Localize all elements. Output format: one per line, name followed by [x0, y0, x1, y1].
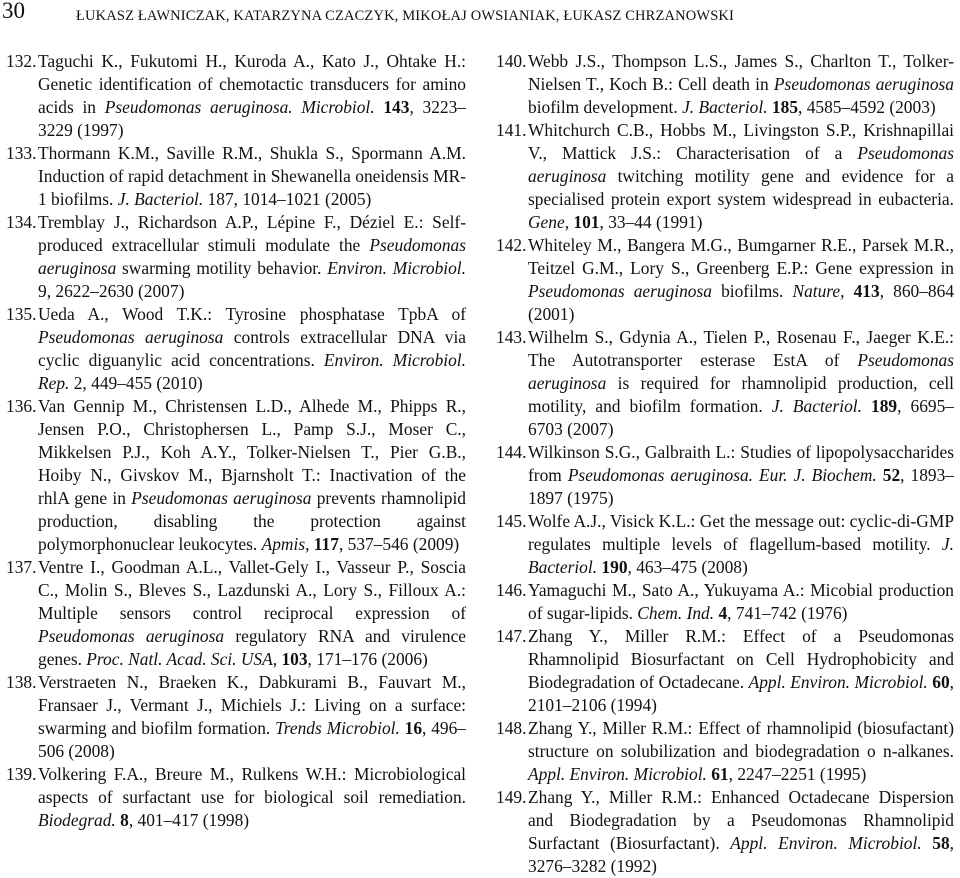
reference-text: , 3223–3229 (1997) — [38, 97, 466, 140]
reference-number: 137. — [6, 557, 37, 577]
reference-text: Webb J.S., Thompson L.S., James S., Charlton T., Tolker-Nielsen T., Koch B.: Cell death in — [528, 51, 954, 94]
reference-text: Wolfe A.J., Visick K.L.: Get the message out: cyclic-di-GMP regulates multiple levels of flagellum-based motility. — [528, 511, 954, 554]
reference-text: Whiteley M., Bangera M.G., Bumgarner R.E., Parsek M.R., Teitzel G.M., Lory S., Greenberg E.P.: Gene expression in — [528, 235, 954, 278]
reference-text: 101 — [573, 212, 600, 232]
running-head: ŁUKASZ ŁAWNICZAK, KATARZYNA CZACZYK, MIKOŁAJ OWSIANIAK, ŁUKASZ CHRZANOWSKI — [76, 8, 735, 24]
reference-text: 8 — [120, 810, 129, 830]
reference-entry — [496, 119, 954, 234]
reference-text: 185 — [771, 97, 799, 117]
reference-text: Pseudomonas aeruginosa — [38, 235, 466, 278]
reference-entry — [496, 50, 954, 119]
reference-text: 9, 2622–2630 (2007) — [38, 281, 185, 301]
reference-number: 144. — [496, 442, 527, 462]
reference-entry — [496, 717, 954, 786]
reference-entry — [6, 395, 466, 556]
reference-entry — [6, 142, 466, 211]
reference-number: 132. — [6, 51, 37, 71]
reference-text — [862, 396, 871, 416]
reference-text: , 171–176 (2006) — [307, 649, 428, 669]
reference-text: Pseudomonas aeruginosa — [38, 626, 225, 646]
reference-text: Whitchurch C.B., Hobbs M., Livingston S.P., Krishnapillai V., Mattick J.S.: Characterisation of a — [528, 120, 954, 163]
reference-text: , 401–417 (1998) — [128, 810, 250, 830]
reference-text: Pseudomonas aeruginosa — [528, 350, 954, 393]
reference-text: Nature — [792, 281, 841, 301]
reference-text: J. Bacteriol. — [117, 189, 204, 209]
reference-column-right — [496, 50, 954, 878]
reference-text: , 1893–1897 (1975) — [528, 465, 954, 508]
reference-text: Volkering F.A., Breure M., Rulkens W.H.: Microbiological aspects of surfactant use for biological soil remediation. — [38, 764, 466, 807]
reference-text: Zhang Y., Miller R.M.: Enhanced Octadecane Dispersion and Biodegradation by a Pseudomonas Rhamnolipid Surfactant (Biosurfactant). — [528, 787, 954, 853]
reference-text: , 4585–4592 (2003) — [798, 97, 936, 117]
reference-number: 139. — [6, 764, 37, 784]
reference-entry — [496, 625, 954, 717]
reference-number: 145. — [496, 511, 527, 531]
reference-text: 117 — [313, 534, 339, 554]
reference-entry — [6, 211, 466, 303]
reference-text: Yamaguchi M., Sato A., Yukuyama A.: Micobial production of sugar-lipids. — [528, 580, 954, 623]
reference-text: J. Bacteriol. — [771, 396, 862, 416]
reference-number: 143. — [496, 327, 527, 347]
reference-text: Pseudomonas aeruginosa — [38, 327, 224, 347]
reference-text: Trends Microbiol. — [275, 718, 400, 738]
reference-text: J. Bacteriol. — [682, 97, 768, 117]
reference-number: 140. — [496, 51, 527, 71]
reference-text: Pseudomonas aeruginosa — [528, 143, 954, 186]
reference-entry — [496, 786, 954, 878]
reference-number: 142. — [496, 235, 527, 255]
reference-number: 135. — [6, 304, 37, 324]
reference-number: 147. — [496, 626, 527, 646]
reference-text: , 463–475 (2008) — [627, 557, 748, 577]
reference-column-left — [6, 50, 466, 832]
page-header — [0, 0, 960, 34]
reference-text: controls extracellular DNA via cyclic diguanylic acid concentrations. — [38, 327, 467, 370]
reference-text: Pseudomonas aeruginosa — [528, 281, 712, 301]
reference-text: Taguchi K., Fukutomi H., Kuroda A., Kato J., Ohtake H.: Genetic identification of chemotactic transducers for amino acids in — [38, 51, 466, 117]
reference-text: Pseudomonas aeruginosa — [131, 488, 312, 508]
reference-text: Appl. Environ. Microbiol. — [730, 833, 922, 853]
reference-text: prevents rhamnolipid production, disabling the protection against polymorphonuclear leukocytes. — [38, 488, 466, 554]
reference-text: 60 — [932, 672, 950, 692]
reference-text: 103 — [281, 649, 308, 669]
reference-text: Van Gennip M., Christensen L.D., Alhede M., Phipps R., Jensen P.O., Christophersen L., Pamp S.J., Moser C., Mikkelsen P.J., Koh A.Y., Tolker-Nielsen T., Pier G.B., Hoiby N., Givskov M., Bjarnsholt T.: Inactivation of the rhlA gene in — [38, 396, 466, 508]
reference-text: Proc. Natl. Acad. Sci. USA — [86, 649, 273, 669]
reference-text: Apmis — [261, 534, 306, 554]
reference-text: 52 — [882, 465, 901, 485]
reference-text: Ueda A., Wood T.K.: Tyrosine phosphatase TpbA of — [38, 304, 466, 324]
reference-number: 133. — [6, 143, 37, 163]
reference-number: 134. — [6, 212, 37, 232]
reference-text: 58 — [932, 833, 950, 853]
reference-entry — [496, 441, 954, 510]
reference-entry — [6, 671, 466, 763]
reference-text: , — [305, 534, 314, 554]
reference-text: Wilhelm S., Gdynia A., Tielen P., Rosenau F., Jaeger K.E.: The Autotransporter esterase EstA of — [528, 327, 954, 370]
reference-text: 143 — [383, 97, 410, 117]
reference-text: , 537–546 (2009) — [338, 534, 460, 554]
reference-text: twitching motility gene and evidence for a specialised protein export system widespread in eubacteria. — [528, 166, 954, 209]
reference-text: Ventre I., Goodman A.L., Vallet-Gely I., Vasseur P., Soscia C., Molin S., Bleves S., Lazdunski A., Lory S., Filloux A.: Multiple sensors control reciprocal expression of — [38, 557, 466, 623]
reference-text: Chem. Ind. — [637, 603, 715, 623]
reference-text: 4 — [718, 603, 728, 623]
reference-text: , 860–864 (2001) — [528, 281, 955, 324]
reference-entry — [496, 326, 954, 441]
reference-entry — [496, 510, 954, 579]
reference-number: 136. — [6, 396, 37, 416]
reference-text: Gene — [528, 212, 565, 232]
reference-text: Wilkinson S.G., Galbraith L.: Studies of lipopolysaccharides from — [528, 442, 954, 485]
reference-entry — [6, 303, 466, 395]
reference-text: is required for rhamnolipid production, cell motility, and biofilm formation. — [528, 373, 954, 416]
reference-text: Biodegrad. — [38, 810, 116, 830]
reference-text: Verstraeten N., Braeken K., Dabkurami B., Fauvart M., Fransaer J., Vermant J., Michiels J.: Living on a surface: swarming and biofilm formation. — [38, 672, 466, 738]
reference-text: , 3276–3282 (1992) — [528, 833, 955, 876]
reference-text: , — [564, 212, 574, 232]
reference-entry — [496, 579, 954, 625]
reference-entry — [6, 763, 466, 832]
reference-text: Environ. Microbiol. Rep. — [38, 350, 466, 393]
reference-text: Pseudomonas aeruginosa. Eur. J. Biochem. — [567, 465, 877, 485]
reference-text: Pseudomonas aeruginosa. Microbiol. — [104, 97, 375, 117]
reference-text: 187, 1014–1021 (2005) — [203, 189, 372, 209]
reference-text — [922, 833, 933, 853]
reference-text: Environ. Microbiol. — [327, 258, 466, 278]
reference-text: Tremblay J., Richardson A.P., Lépine F., Déziel E.: Self-produced extracellular stimuli modulate the — [38, 212, 466, 255]
reference-text: J. Bacteriol. — [528, 534, 954, 577]
reference-text: 189 — [871, 396, 898, 416]
reference-text: swarming motility behavior. — [116, 258, 328, 278]
reference-text: biofilms. — [711, 281, 793, 301]
reference-text: 61 — [711, 764, 729, 784]
reference-text: , 496–506 (2008) — [38, 718, 466, 761]
reference-text: , — [840, 281, 854, 301]
reference-text: Zhang Y., Miller R.M.: Effect of rhamnolipid (biosufactant) structure on solubilization and biodegradation o n-alkanes. — [528, 718, 954, 761]
reference-text: , 2101–2106 (1994) — [528, 672, 955, 715]
reference-text: 2, 449–455 (2010) — [69, 373, 203, 393]
reference-text: 190 — [601, 557, 628, 577]
reference-entry — [496, 234, 954, 326]
reference-number: 148. — [496, 718, 527, 738]
reference-text: , — [272, 649, 282, 669]
reference-number: 149. — [496, 787, 527, 807]
reference-text: 413 — [853, 281, 880, 301]
reference-text: 16 — [404, 718, 423, 738]
reference-number: 141. — [496, 120, 527, 140]
reference-entry — [6, 50, 466, 142]
reference-text: Thormann K.M., Saville R.M., Shukla S., Spormann A.M. Induction of rapid detachment in Shewanella oneidensis MR-1 biofilms. — [38, 143, 466, 209]
reference-text: , 6695–6703 (2007) — [528, 396, 954, 439]
reference-text: Pseudomonas aeruginosa — [773, 74, 954, 94]
reference-entry — [6, 556, 466, 671]
reference-text: biofilm development. — [528, 97, 683, 117]
reference-number: 146. — [496, 580, 527, 600]
reference-text: , 33–44 (1991) — [599, 212, 703, 232]
reference-number: 138. — [6, 672, 37, 692]
reference-text: regulatory RNA and virulence genes. — [38, 626, 467, 669]
reference-text: , 2247–2251 (1995) — [728, 764, 867, 784]
reference-text: , 741–742 (1976) — [727, 603, 848, 623]
page-number: 30 — [2, 0, 25, 23]
reference-text: Appl. Environ. Microbiol. — [748, 672, 928, 692]
reference-text: Zhang Y., Miller R.M.: Effect of a Pseudomonas Rhamnolipid Biosurfactant on Cell Hydrophobicity and Biodegradation of Octadecane. — [528, 626, 954, 692]
reference-text: Appl. Environ. Microbiol. — [528, 764, 707, 784]
